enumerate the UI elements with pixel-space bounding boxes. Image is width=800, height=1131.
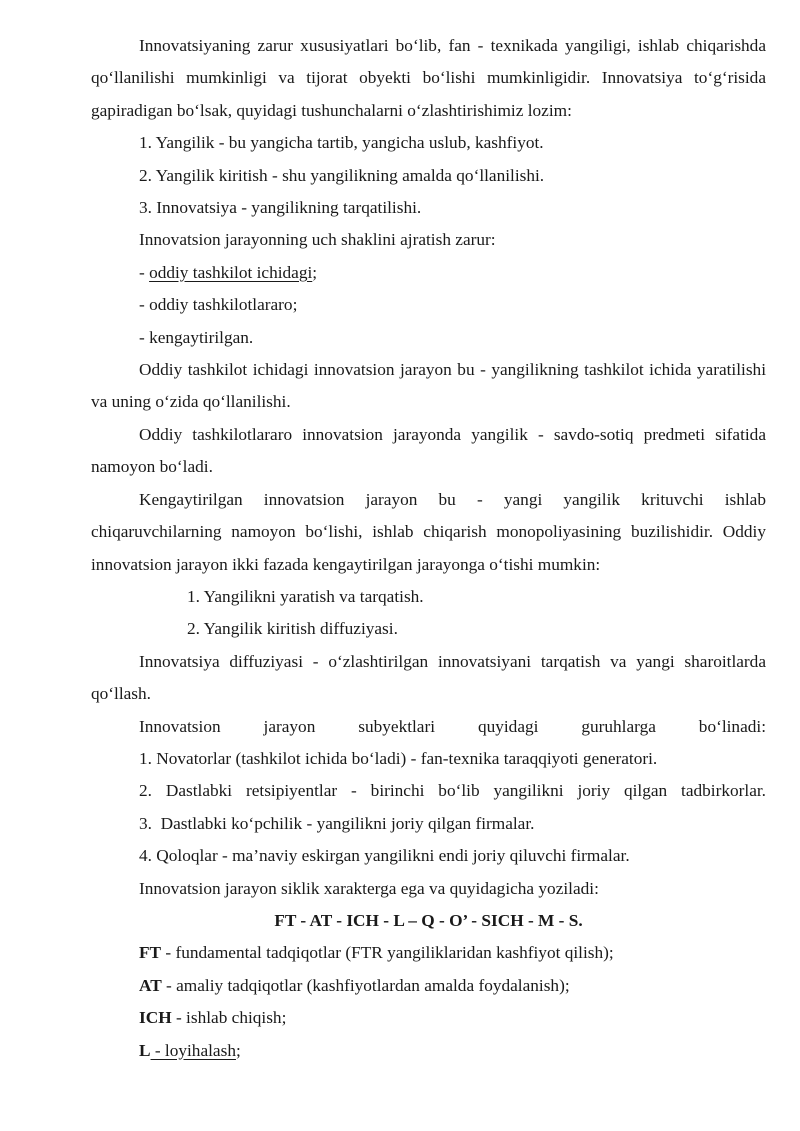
subjects-intro-word: Innovatsion xyxy=(139,716,221,736)
form-item: - kengaytirilgan. xyxy=(139,327,254,347)
definition-text: - fundamental tadqiqotlar (FTR yangiliklaridan kashfiyot qilish); xyxy=(161,943,614,963)
definition-term: ICH xyxy=(139,1008,172,1028)
concept-item: 3. Innovatsiya - yangilikning tarqatilishi. xyxy=(139,198,422,218)
cycle-intro: Innovatsion jarayon siklik xarakterga ega va quyidagicha yoziladi: xyxy=(139,878,599,898)
form-item-prefix: - xyxy=(139,262,150,282)
subject-item: 1. Novatorlar (tashkilot ichida bo‘ladi) - fan-texnika taraqqiyoti generatori. xyxy=(139,748,658,768)
definition-text-underlined: - loyihalash xyxy=(150,1040,236,1060)
form-item-suffix: ; xyxy=(312,262,318,282)
phase-item: 1. Yangilikni yaratish va tarqatish. xyxy=(187,586,424,606)
subjects-intro xyxy=(91,711,766,743)
paragraph-internal: Oddiy tashkilot ichidagi innovatsion jarayon bu - yangilikning tashkilot ichida yaratilishi va uning o‘zida qo‘llanilishi. xyxy=(91,360,766,412)
subjects-intro-word: bo‘linadi: xyxy=(698,716,766,736)
definition-text: - ishlab chiqish; xyxy=(171,1008,287,1028)
definition-term: AT xyxy=(139,975,162,995)
definition-term: L xyxy=(139,1040,151,1060)
cycle-formula: FT - AT - ICH - L – Q - O’ - SICH - M - S. xyxy=(274,910,583,930)
forms-intro: Innovatsion jarayonning uch shaklini ajratish zarur: xyxy=(139,230,496,250)
definition-item xyxy=(91,937,766,969)
paragraph-diffusion: Innovatsiya diffuziyasi - o‘zlashtirilgan innovatsiyani tarqatish va yangi sharoitlarda qo‘llash. xyxy=(91,651,766,704)
form-item-underlined: oddiy tashkilot ichidagi xyxy=(149,262,313,282)
definition-item xyxy=(91,1002,766,1034)
definition-text: - amaliy tadqiqotlar (kashfiyotlardan amalda foydalanish); xyxy=(161,975,570,995)
subject-item: 3. Dastlabki ko‘pchilik - yangilikni joriy qilgan firmalar. xyxy=(139,813,535,833)
subjects-intro-word: jarayon xyxy=(263,716,316,736)
form-item: - oddiy tashkilotlararo; xyxy=(139,295,298,315)
intro-paragraph: Innovatsiyaning zarur xususiyatlari bo‘lib, fan - texnikada yangiligi, ishlab chiqarishda qo‘llanilishi mumkinligi va tijorat obyekti bo‘lishi mumkinligidir. Innovatsiya to‘g‘risida gapiradigan bo‘lsak, quyidagi tushunchalarni o‘zlashtirishimiz lozim: xyxy=(91,36,766,120)
subject-item: 4. Qoloqlar - ma’naviy eskirgan yangilikni endi joriy qiluvchi firmalar. xyxy=(139,846,630,866)
paragraph-extended: Kengaytirilgan innovatsion jarayon bu - yangi yangilik krituvchi ishlab chiqaruvchilarning namoyon bo‘lishi, ishlab chiqarish monopoliyasining buzilishidir. Oddiy innovatsion jarayon ikki fazada kengaytirilgan jarayonga o‘tishi mumkin: xyxy=(91,489,766,574)
paragraph-interorganizational: Oddiy tashkilotlararo innovatsion jarayonda yangilik - savdo-sotiq predmeti sifatida namoyon bo‘ladi. xyxy=(91,424,766,477)
concept-item: 2. Yangilik kiritish - shu yangilikning amalda qo‘llanilishi. xyxy=(139,165,545,185)
subjects-intro-word: subyektlari xyxy=(358,716,436,736)
subject-item: 2. Dastlabki retsipiyentlar - birinchi bo‘lib yangilikni joriy qilgan tadbirkorlar. xyxy=(139,781,766,801)
definition-term: FT xyxy=(139,943,162,963)
concept-item: 1. Yangilik - bu yangicha tartib, yangicha uslub, kashfiyot. xyxy=(139,133,544,153)
subjects-intro-word: guruhlarga xyxy=(581,716,656,736)
subjects-intro-word: quyidagi xyxy=(477,716,539,736)
phase-item: 2. Yangilik kiritish diffuziyasi. xyxy=(187,619,398,639)
definition-item xyxy=(91,970,766,1002)
definition-text-suffix: ; xyxy=(235,1040,241,1060)
form-item xyxy=(91,257,766,289)
definition-item xyxy=(91,1035,766,1067)
